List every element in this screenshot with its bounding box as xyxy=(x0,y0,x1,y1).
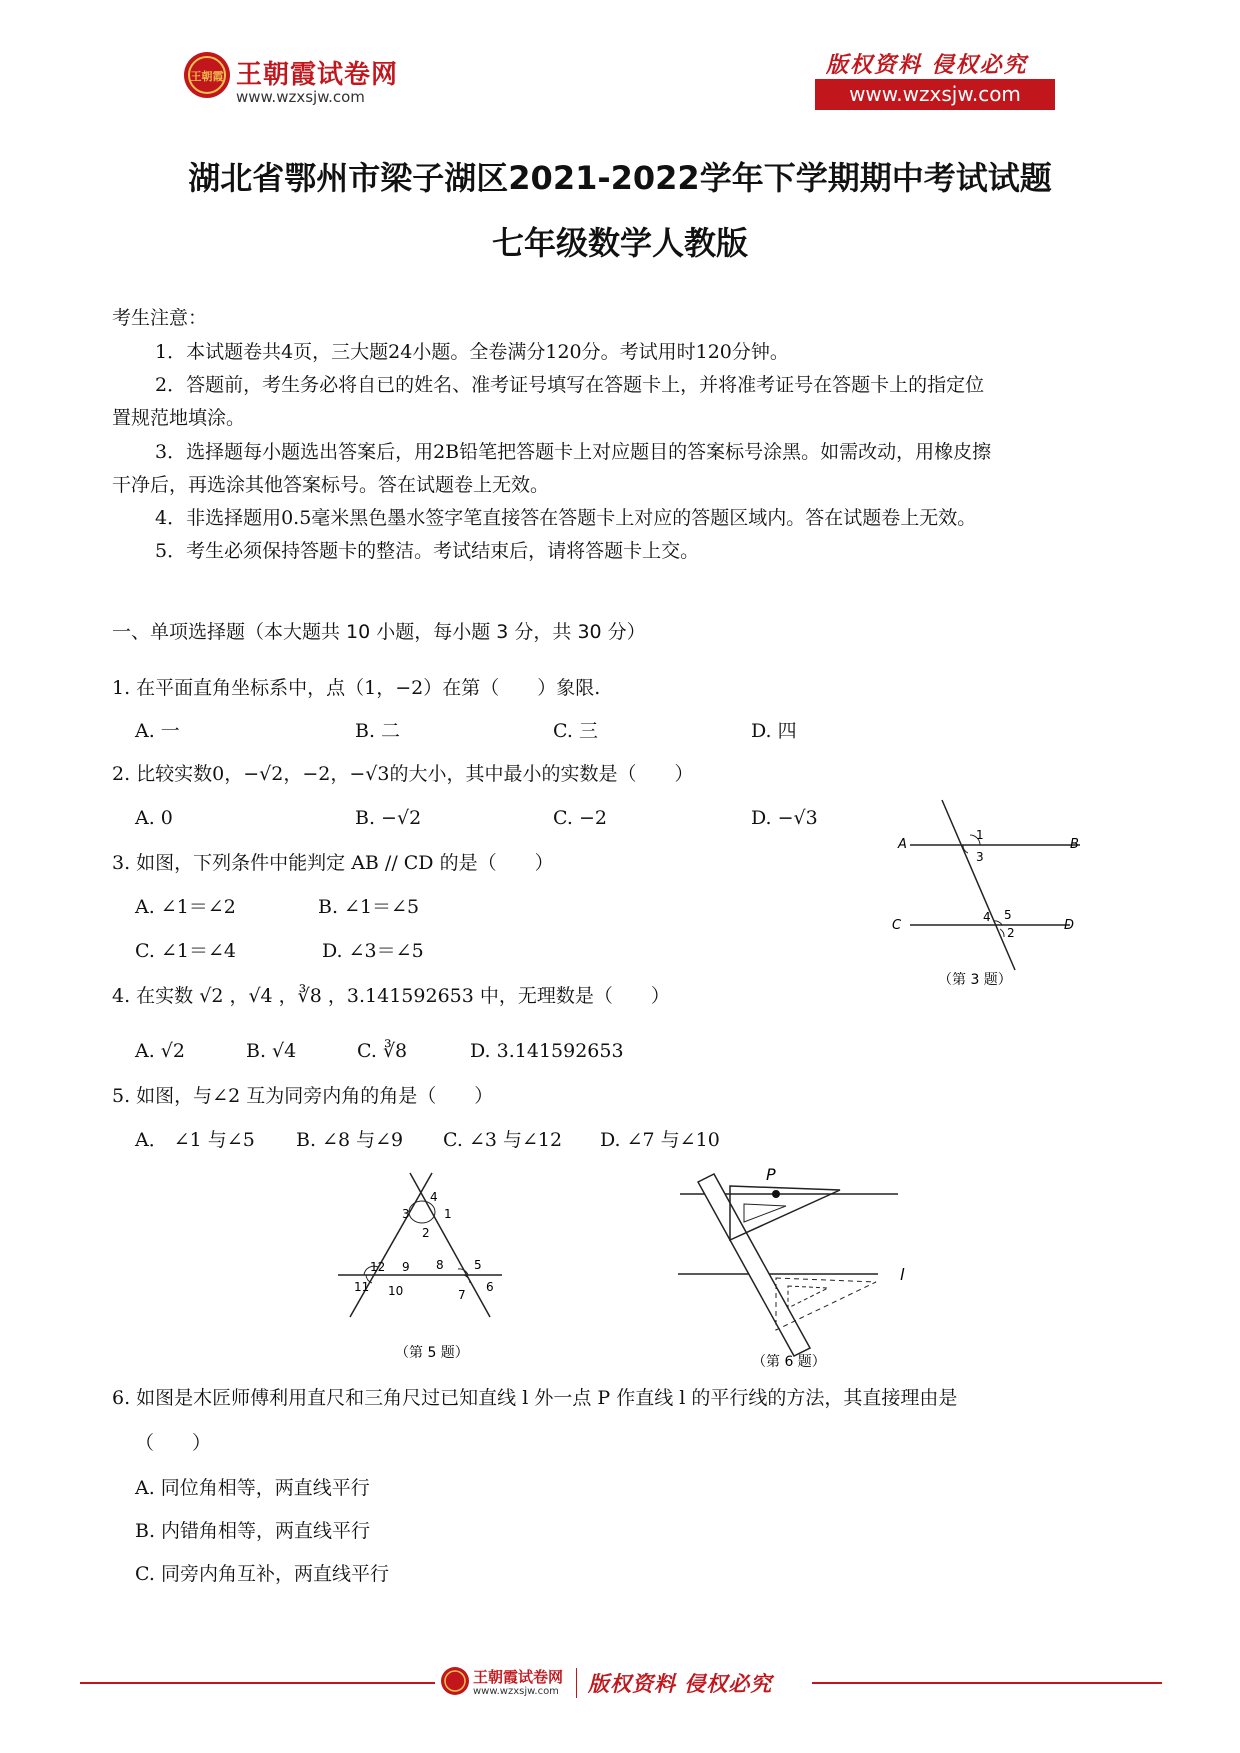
fig5-label-5: 5 xyxy=(474,1258,482,1272)
q6-option-c: C. 同旁内角互补，两直线平行 xyxy=(135,1563,389,1585)
fig5-label-9: 9 xyxy=(402,1260,410,1274)
label-angle-4: 4 xyxy=(983,910,991,924)
figure-q6 xyxy=(670,1160,920,1372)
fig5-label-4: 4 xyxy=(430,1190,438,1204)
fig5-label-7: 7 xyxy=(458,1288,466,1302)
notice-item-3: 3．选择题每小题选出答案后，用2B铅笔把答题卡上对应题目的答案标号涂黑。如需改动，用橡皮擦 xyxy=(155,441,992,463)
q2-option-d: D. −√3 xyxy=(751,807,818,829)
logo-text: 王朝霞 xyxy=(190,70,224,83)
q2-option-b: B. −√2 xyxy=(355,807,422,829)
q1-stem: 1. 在平面直角坐标系中，点（1，−2）在第（ ）象限. xyxy=(112,677,601,699)
q3-option-d: D. ∠3＝∠5 xyxy=(322,940,424,962)
label-angle-5: 5 xyxy=(1004,908,1012,922)
fig5-label-3: 3 xyxy=(402,1207,410,1221)
fig5-label-11: 11 xyxy=(354,1280,370,1294)
q6-option-b: B. 内错角相等，两直线平行 xyxy=(135,1520,371,1542)
q1-option-c: C. 三 xyxy=(553,720,598,742)
notice-item-2: 2．答题前，考生务必将自已的姓名、准考证号填写在答题卡上，并将准考证号在答题卡上的指定位 xyxy=(155,374,985,396)
q2-option-c: C. −2 xyxy=(553,807,607,829)
transversal xyxy=(942,800,1015,970)
q1-option-d: D. 四 xyxy=(751,720,797,742)
figure-q3 xyxy=(880,795,1090,995)
label-angle-1: 1 xyxy=(976,828,984,842)
notice-item-3-cont: 干净后，再选涂其他答案标号。答在试题卷上无效。 xyxy=(112,474,550,496)
figure-q6-caption: （第 6 题） xyxy=(752,1354,826,1370)
label-C: C xyxy=(892,918,902,933)
footer-brand-name: 王朝霞试卷网 xyxy=(473,1668,564,1686)
q6-option-a: A. 同位角相等，两直线平行 xyxy=(135,1477,370,1499)
q6-stem-cont: （ ） xyxy=(135,1432,212,1454)
q3-option-a: A. ∠1＝∠2 xyxy=(135,896,236,918)
brand-url[interactable]: www.wzxsjw.com xyxy=(236,88,365,106)
q3-option-c: C. ∠1＝∠4 xyxy=(135,940,236,962)
q2-option-a: A. 0 xyxy=(135,807,173,829)
exam-title: 湖北省鄂州市梁子湖区2021-2022学年下学期期中考试试题 xyxy=(188,159,1052,197)
fig5-label-1: 1 xyxy=(444,1207,452,1221)
q6-stem: 6. 如图是木匠师傅利用直尺和三角尺过已知直线 l 外一点 P 作直线 l 的平行线的方法，其直接理由是 xyxy=(112,1387,958,1409)
q3-stem: 3. 如图，下列条件中能判定 AB // CD 的是（ ） xyxy=(112,852,554,874)
notice-item-2-cont: 置规范地填涂。 xyxy=(112,407,246,429)
copyright-url-banner[interactable]: www.wzxsjw.com xyxy=(815,79,1055,110)
q4-option-d: D. 3.141592653 xyxy=(470,1040,624,1062)
footer-rule-right xyxy=(812,1682,1162,1684)
footer-copyright: 版权资料 侵权必究 xyxy=(588,1671,773,1696)
label-A: A xyxy=(898,837,907,852)
fig5-label-12: 12 xyxy=(370,1260,386,1274)
section-heading: 一、单项选择题（本大题共 10 小题，每小题 3 分，共 30 分） xyxy=(112,621,646,643)
notice-heading: 考生注意： xyxy=(112,307,208,329)
copyright-notice: 版权资料 侵权必究 xyxy=(826,52,1028,78)
notice-item-4: 4．非选择题用0.5毫米黑色墨水签字笔直接答在答题卡上对应的答题区域内。答在试题卷上无效。 xyxy=(155,507,977,529)
fig6-label-P: P xyxy=(766,1165,776,1184)
brand-name: 王朝霞试卷网 xyxy=(236,60,399,90)
figure-q5-caption: （第 5 题） xyxy=(395,1345,469,1361)
label-B: B xyxy=(1070,837,1079,852)
q5-option-c: C. ∠3 与∠12 xyxy=(443,1129,563,1151)
q2-stem: 2. 比较实数0，−√2，−2，−√3的大小，其中最小的实数是（ ） xyxy=(112,763,694,785)
figure-q3-caption: （第 3 题） xyxy=(938,972,1012,988)
label-D: D xyxy=(1064,918,1075,933)
q5-option-d: D. ∠7 与∠10 xyxy=(600,1129,720,1151)
footer-rule-left xyxy=(80,1682,435,1684)
q5-option-a: A． ∠1 与∠5 xyxy=(135,1129,255,1151)
q5-stem: 5. 如图，与∠2 互为同旁内角的角是（ ） xyxy=(112,1085,494,1107)
fig5-label-6: 6 xyxy=(486,1280,494,1294)
q4-option-a: A. √2 xyxy=(135,1040,185,1062)
fig5-label-2: 2 xyxy=(422,1226,430,1240)
notice-item-5: 5．考生必须保持答题卡的整洁。考试结束后，请将答题卡上交。 xyxy=(155,540,700,562)
q3-option-b: B. ∠1＝∠5 xyxy=(318,896,420,918)
q5-option-b: B. ∠8 与∠9 xyxy=(296,1129,404,1151)
figure-q5 xyxy=(330,1165,510,1365)
fig5-label-10: 10 xyxy=(388,1284,404,1298)
q4-option-c: C. ∛8 xyxy=(357,1040,408,1062)
q4-option-b: B. √4 xyxy=(246,1040,297,1062)
q4-stem: 4. 在实数 √2 ，√4 ，∛8 ，3.141592653 中，无理数是（ ） xyxy=(112,985,670,1007)
exam-subtitle: 七年级数学人教版 xyxy=(491,224,748,262)
footer-logo-icon xyxy=(440,1666,470,1696)
label-angle-2: 2 xyxy=(1007,926,1015,940)
footer-brand-url[interactable]: www.wzxsjw.com xyxy=(473,1686,559,1697)
footer-divider xyxy=(576,1668,577,1698)
q1-option-a: A. 一 xyxy=(135,720,180,742)
label-angle-3: 3 xyxy=(976,850,984,864)
brand-logo xyxy=(182,50,232,100)
fig6-label-l: l xyxy=(900,1265,905,1284)
q1-option-b: B. 二 xyxy=(355,720,401,742)
fig5-label-8: 8 xyxy=(436,1258,444,1272)
notice-item-1: 1．本试题卷共4页，三大题24小题。全卷满分120分。考试用时120分钟。 xyxy=(155,341,789,363)
